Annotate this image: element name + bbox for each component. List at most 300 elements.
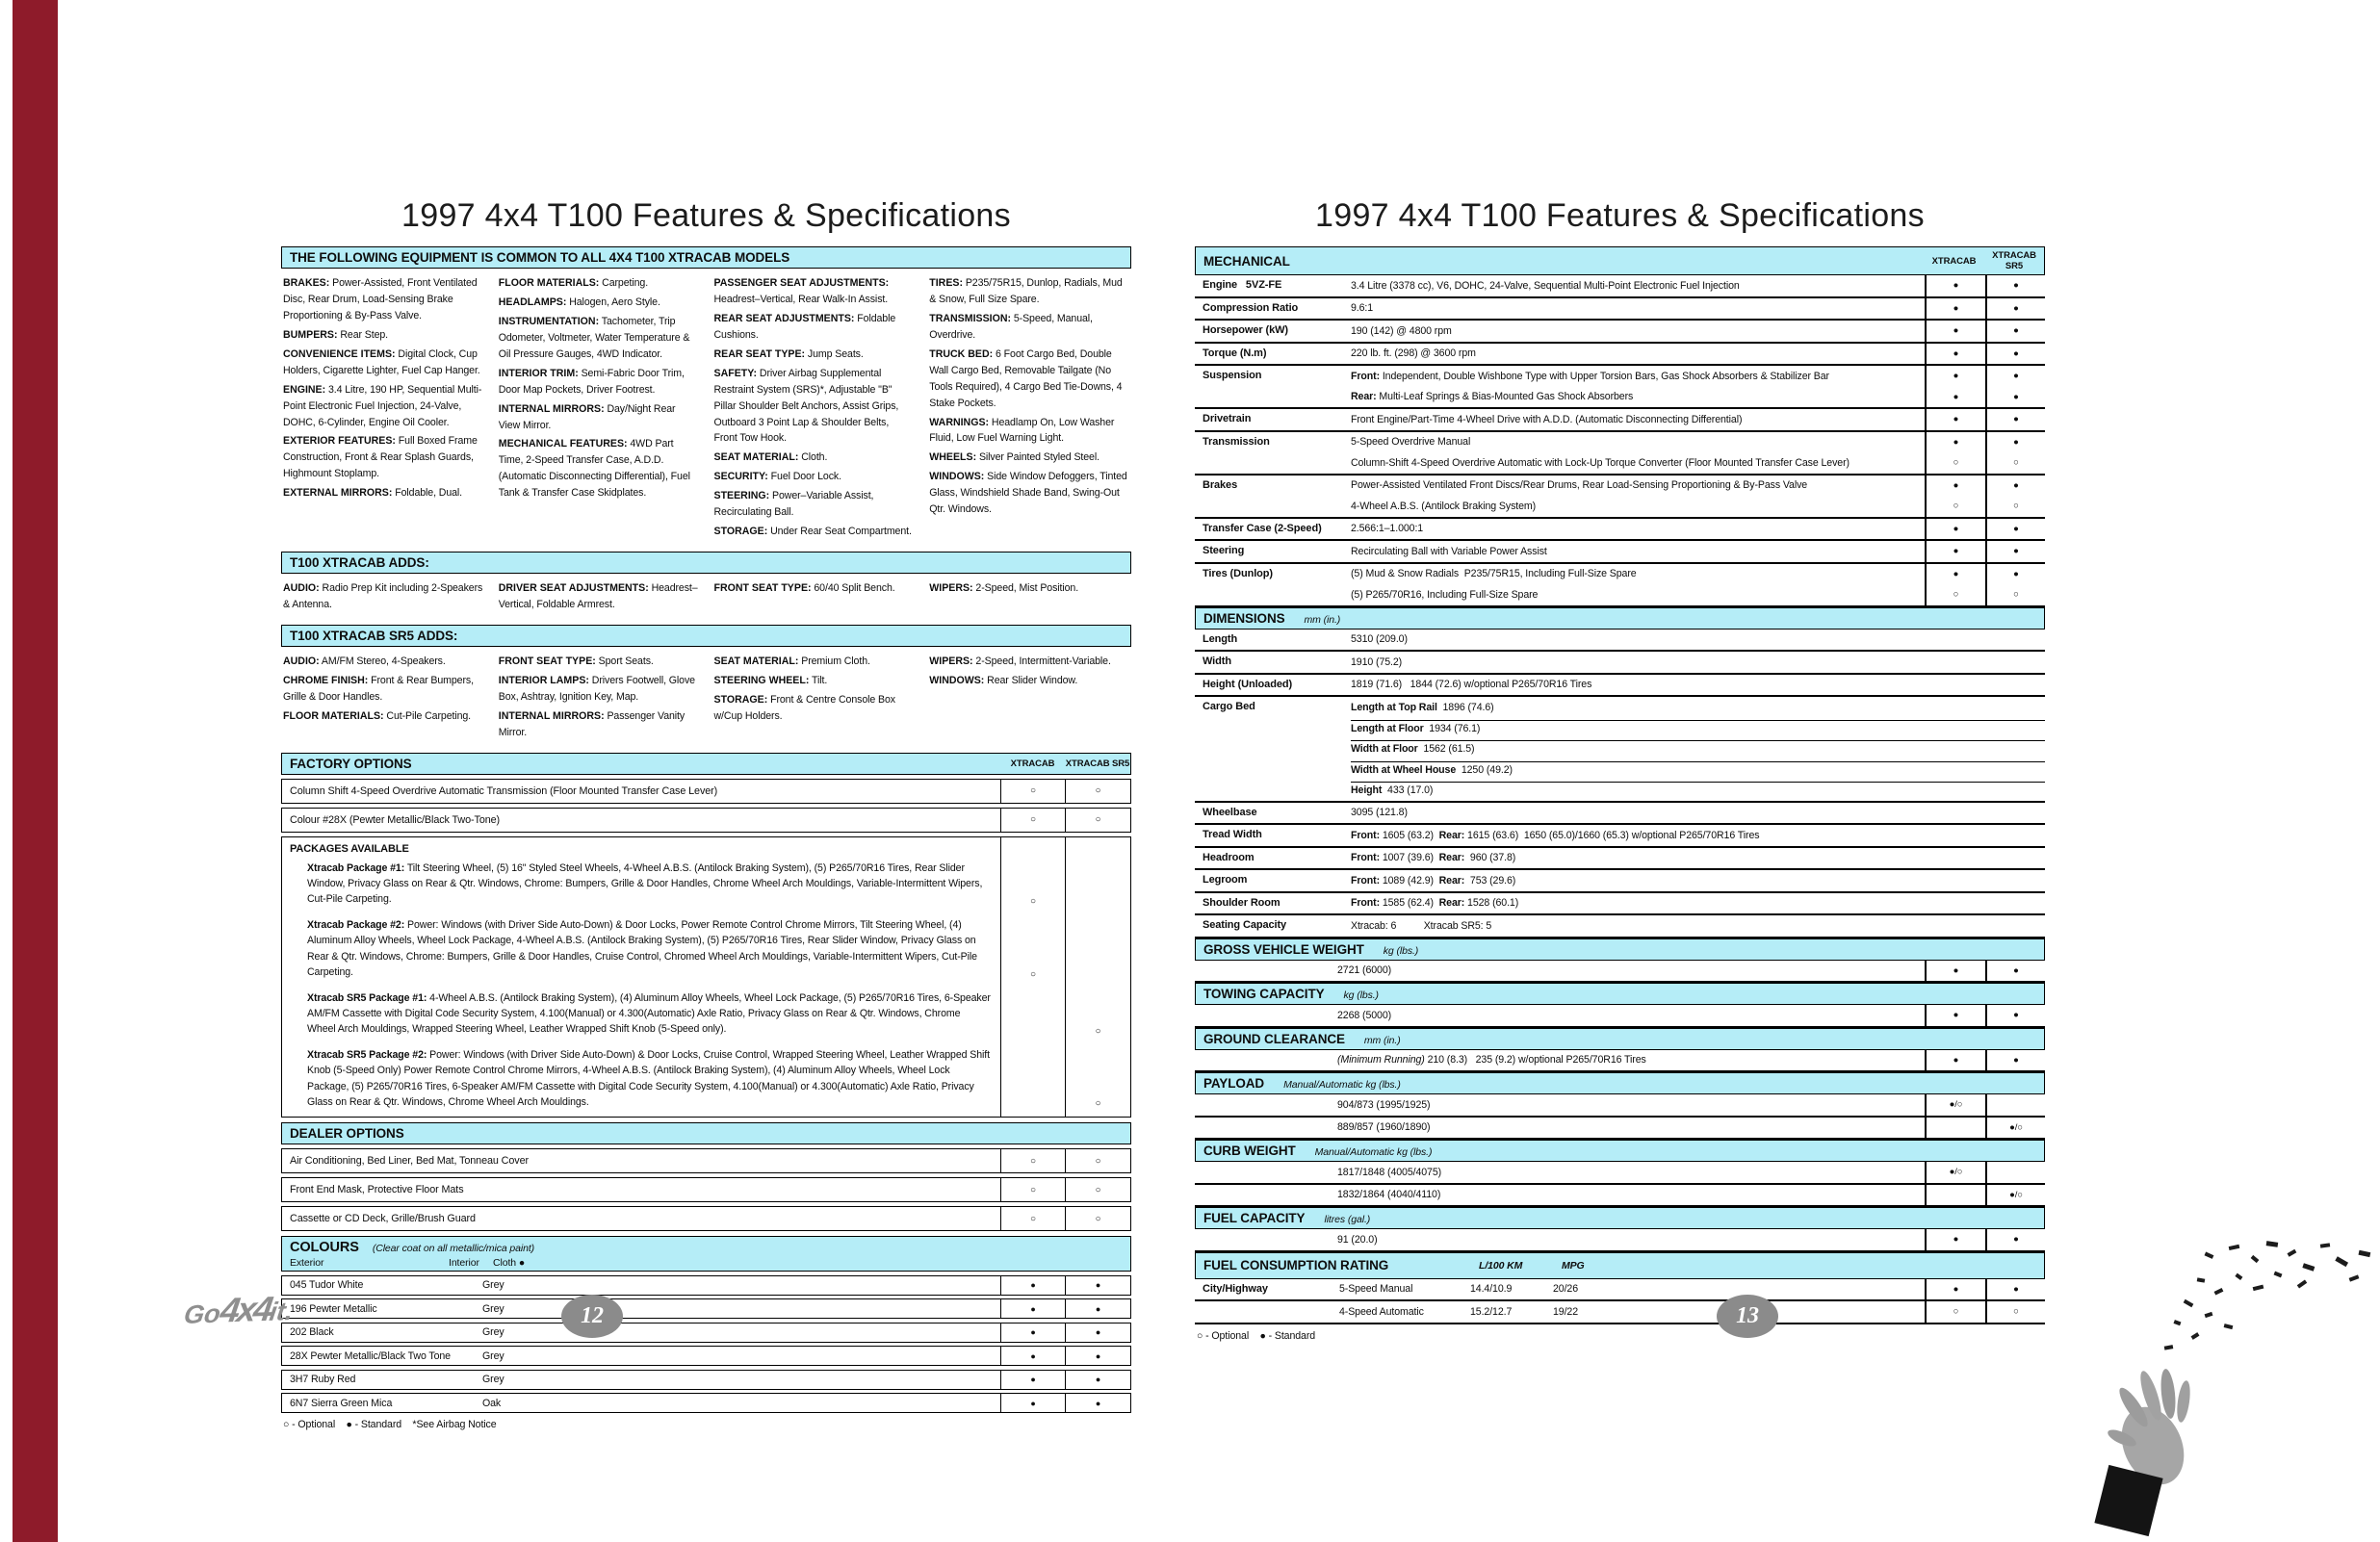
xtracab-sr5-mark: ○ [1065, 1149, 1130, 1172]
feature-column [499, 580, 699, 616]
dimension-value: 5310 (209.0) [1351, 633, 1408, 646]
fuel-consumption-header: FUEL CONSUMPTION RATING L/100 KM MPG [1195, 1252, 2045, 1279]
spec-value: 9.6:1 [1351, 302, 1374, 315]
spec-line [1351, 541, 2045, 562]
feature-item: WARNINGS: Headlamp On, Low Washer Fluid, Low Fuel Warning Light. [929, 416, 1115, 445]
spec-line [1351, 564, 2045, 585]
interior-colour: Grey [482, 1349, 504, 1362]
column-header-xtracab-sr5: XTRACAB SR5 [1992, 250, 2036, 271]
spec-label: Drivetrain [1203, 413, 1252, 424]
feature-item: STEERING WHEEL: Tilt. [713, 674, 828, 686]
option-text: Air Conditioning, Bed Liner, Bed Mat, Tonneau Cover [290, 1155, 529, 1168]
dimension-value: 1819 (71.6) 1844 (72.6) w/optional P265/70R16 Tires [1351, 679, 1592, 691]
xtracab-sr5-mark: ○ [1065, 1044, 1130, 1118]
feature-label: ENGINE: [283, 383, 326, 396]
left-page [281, 197, 1131, 1430]
fuel-row [1195, 1279, 2045, 1302]
dimension-label: Wheelbase [1203, 806, 1257, 818]
dimension-row [1195, 652, 2045, 675]
xtracab-mark: ○ [1000, 858, 1065, 914]
option-row [281, 1177, 1131, 1202]
feature-label: INSTRUMENTATION: [498, 315, 600, 327]
option-text: Front End Mask, Protective Floor Mats [290, 1184, 464, 1196]
feature-column [283, 275, 483, 543]
feature-item: EXTERNAL MIRRORS: Foldable, Dual. [283, 487, 463, 500]
feature-label: SEAT MATERIAL: [713, 655, 799, 667]
feature-item: TRANSMISSION: 5-Speed, Manual, Overdrive. [929, 312, 1093, 341]
xtracab-mark: ● [1925, 1005, 1985, 1026]
xtracab-sr5-mark: ○ [1065, 809, 1130, 832]
feature-item: EXTERIOR FEATURES: Full Boxed Frame Construction, Front & Rear Splash Guards, Highmount Stoplamp. [283, 435, 478, 480]
exterior-colour: 045 Tudor White [290, 1279, 364, 1292]
xtracab-sr5-mark: ● [1065, 1276, 1130, 1295]
feature-label: WARNINGS: [929, 416, 990, 428]
right-legend: ○ - Optional ● - Standard [1197, 1329, 1316, 1342]
feature-label: AUDIO: [283, 655, 320, 667]
feature-item: SAFETY: Driver Airbag Supplemental Restraint System (SRS)*, Adjustable "B" Pillar Shoulder Belt Anchors, Assist Grips, Outboard 3 Point Lap & Shoulder Belts, Front Tow Hook. [713, 367, 899, 445]
xtracab-sr5-mark [1065, 837, 1130, 858]
dimension-value: Front: 1007 (39.6) Rear: 960 (37.8) [1351, 852, 1516, 864]
xtracab-sr5-mark: ○ [1065, 780, 1130, 803]
binding-edge-bar [13, 0, 58, 1542]
spec-value: 190 (142) @ 4800 rpm [1351, 324, 1452, 337]
feature-item: BRAKES: Power-Assisted, Front Ventilated Disc, Rear Drum, Load-Sensing Brake Proportioning & By-Pass Valve. [283, 277, 478, 321]
l100km-unit-label: L/100 KM [1479, 1259, 1523, 1272]
xtracab-sr5-mark [1065, 858, 1130, 914]
feature-item: FLOOR MATERIALS: Carpeting. [498, 277, 649, 289]
interior-colour: Grey [482, 1374, 504, 1386]
xtracab-sr5-mark: ● [1985, 321, 2045, 342]
xtracab-mark: ○ [1925, 1301, 1985, 1323]
feature-item: CHROME FINISH: Front & Rear Bumpers, Grille & Door Handles. [283, 674, 474, 703]
spec-row [1195, 409, 2045, 432]
dimension-line [1351, 738, 2045, 759]
xtracab-sr5-mark [1065, 914, 1130, 988]
sr5-adds-header: T100 XTRACAB SR5 ADDS: [281, 625, 1131, 647]
dimension-label: Cargo Bed [1203, 701, 1255, 712]
dimension-label: Tread Width [1203, 829, 1262, 840]
spec-label: Engine 5VZ-FE [1203, 279, 1282, 291]
spec-label: Tires (Dunlop) [1203, 567, 1273, 579]
spec-line [1351, 409, 2045, 430]
xtracab-mark: ● [1925, 387, 1985, 408]
spec-line [1351, 584, 2045, 605]
dimension-row [1195, 915, 2045, 938]
feature-column [499, 275, 699, 543]
spec-row [1195, 519, 2045, 542]
xtracab-adds-columns [281, 574, 1131, 625]
spec-value: 2268 (5000) [1337, 1009, 1392, 1021]
spec-section [1195, 1072, 2045, 1140]
dimension-label: Shoulder Room [1203, 896, 1281, 909]
fuel-label: City/Highway [1203, 1283, 1268, 1296]
colours-exterior-label: Exterior [290, 1257, 324, 1270]
mpg-value: 20/26 [1553, 1283, 1579, 1296]
xtracab-mark: ● [1925, 564, 1985, 585]
feature-label: AUDIO: [283, 582, 320, 595]
xtracab-sr5-mark: ● [1985, 519, 2045, 540]
spec-value: 1832/1864 (4040/4110) [1337, 1189, 1441, 1201]
xtracab-mark: ● [1925, 541, 1985, 562]
xtracab-mark [1000, 1044, 1065, 1118]
spec-line [1351, 519, 2045, 540]
package-name: Xtracab SR5 Package #1: [307, 991, 427, 1004]
dimension-row [1195, 825, 2045, 848]
section-header: GROUND CLEARANCE mm (in.) [1195, 1028, 2045, 1050]
feature-label: WHEELS: [929, 451, 977, 464]
spec-label: Transmission [1203, 435, 1270, 448]
mechanical-header: MECHANICAL XTRACAB XTRACAB SR5 [1195, 246, 2045, 275]
column-header-xtracab: XTRACAB [1010, 758, 1055, 769]
xtracab-mark: ● [1000, 1276, 1065, 1295]
feature-item: WIPERS: 2-Speed, Mist Position. [929, 582, 1079, 595]
xtracab-sr5-mark: ● [1985, 275, 2045, 296]
xtracab-sr5-mark: ● [1065, 1347, 1130, 1365]
dimension-value: Front: 1585 (62.4) Rear: 1528 (60.1) [1351, 897, 1519, 910]
spec-label: Suspension [1203, 370, 1262, 381]
xtracab-mark: ● [1000, 1347, 1065, 1365]
spec-row [1195, 1005, 2045, 1028]
feature-column [929, 275, 1129, 543]
column-header-xtracab-sr5: XTRACAB SR5 [1065, 758, 1130, 769]
spec-row [1195, 298, 2045, 321]
page-title: 1997 4x4 T100 Features & Specifications [1315, 197, 1925, 234]
spec-value: Front Engine/Part-Time 4-Wheel Drive with A.D.D. (Automatic Disconnecting Differential) [1351, 413, 1743, 425]
xtracab-mark: ● [1925, 1229, 1985, 1250]
packages-available-box [281, 836, 1131, 1118]
interior-colour: Grey [482, 1326, 504, 1339]
feature-item: WINDOWS: Side Window Defoggers, Tinted Glass, Windshield Shade Band, Swing-Out Qtr. Windows. [929, 471, 1127, 516]
xtracab-adds-header: T100 XTRACAB ADDS: [281, 552, 1131, 574]
spec-row [1195, 344, 2045, 367]
factory-options-header: FACTORY OPTIONS XTRACAB XTRACAB SR5 [281, 753, 1131, 775]
dimension-value: 1910 (75.2) [1351, 655, 1403, 668]
spec-section [1195, 938, 2045, 984]
dimension-line [1351, 780, 2045, 801]
spec-row [1195, 475, 2045, 519]
colour-row [281, 1346, 1131, 1366]
dimension-value: Length at Top Rail 1896 (74.6) [1351, 701, 1494, 713]
xtracab-sr5-mark: ● [1065, 1394, 1130, 1412]
xtracab-sr5-mark: ● [1985, 1050, 2045, 1071]
dimension-label: Legroom [1203, 874, 1248, 886]
feature-label: BRAKES: [283, 277, 330, 289]
xtracab-mark: ●/○ [1925, 1162, 1985, 1183]
spec-value: Front: Independent, Double Wishbone Type with Upper Torsion Bars, Gas Shock Absorbers & Stabilizer Bar [1351, 370, 1829, 382]
feature-item: AUDIO: Radio Prep Kit including 2-Speakers & Antenna. [283, 582, 483, 610]
spec-line [1351, 366, 2045, 387]
section-header: PAYLOAD Manual/Automatic kg (lbs.) [1195, 1072, 2045, 1094]
colour-row [281, 1298, 1131, 1319]
feature-item: ENGINE: 3.4 Litre, 190 HP, Sequential Multi-Point Electronic Fuel Injection, 24-Valve, DOHC, 6-Cylinder, Engine Oil Cooler. [283, 383, 482, 428]
feature-label: REAR SEAT TYPE: [713, 347, 806, 360]
xtracab-sr5-mark: ● [1065, 1299, 1130, 1318]
spec-value: Recirculating Ball with Variable Power Assist [1351, 545, 1547, 557]
xtracab-mark: ● [1925, 409, 1985, 430]
feature-label: FRONT SEAT TYPE: [713, 582, 812, 595]
fuel-row [1195, 1301, 2045, 1324]
xtracab-sr5-mark: ○ [1985, 584, 2045, 605]
exterior-colour: 196 Pewter Metallic [290, 1302, 377, 1315]
dimension-value: Front: 1089 (42.9) Rear: 753 (29.6) [1351, 874, 1516, 887]
common-equipment-columns [281, 269, 1131, 552]
feature-item: SECURITY: Fuel Door Lock. [713, 471, 841, 483]
spec-line [1351, 452, 2045, 474]
package-name: Xtracab SR5 Package #2: [307, 1048, 427, 1061]
xtracab-sr5-mark: ● [1065, 1324, 1130, 1342]
l100km-value: 15.2/12.7 [1470, 1305, 1513, 1318]
xtracab-mark: ● [1000, 1299, 1065, 1318]
feature-item: BUMPERS: Rear Step. [283, 328, 389, 341]
feature-column [283, 580, 483, 616]
feature-item: TRUCK BED: 6 Foot Cargo Bed, Double Wall Cargo Bed, Removable Tailgate (No Tools Required), 4 Cargo Bed Tie-Downs, 4 Stake Pockets. [929, 347, 1123, 409]
dimension-label: Width [1203, 655, 1231, 667]
feature-label: INTERIOR LAMPS: [498, 674, 589, 686]
xtracab-sr5-mark: ● [1985, 1279, 2045, 1300]
spec-row [1195, 541, 2045, 564]
dimension-row [1195, 803, 2045, 826]
dimension-line [1351, 915, 2045, 937]
feature-item: WINDOWS: Rear Slider Window. [929, 674, 1078, 686]
dealer-options-rows [281, 1148, 1131, 1231]
spec-value: 889/857 (1960/1890) [1337, 1121, 1431, 1134]
xtracab-mark: ○ [1000, 809, 1065, 832]
spec-value: 1817/1848 (4005/4075) [1337, 1166, 1442, 1178]
xtracab-sr5-mark: ●/○ [1985, 1185, 2045, 1206]
xtracab-mark: ● [1925, 519, 1985, 540]
spec-value: 4-Wheel A.B.S. (Antilock Braking System) [1351, 500, 1537, 512]
feature-label: STORAGE: [713, 693, 768, 706]
feature-label: FLOOR MATERIALS: [283, 709, 384, 722]
feature-label: WIPERS: [929, 655, 973, 667]
spec-value: (5) Mud & Snow Radials P235/75R15, Including Full-Size Spare [1351, 568, 1637, 580]
dimension-row [1195, 675, 2045, 698]
packages-available-label: PACKAGES AVAILABLE [290, 842, 409, 855]
feature-label: INTERNAL MIRRORS: [498, 709, 605, 722]
xtracab-sr5-mark: ○ [1065, 1178, 1130, 1201]
feature-item: DRIVER SEAT ADJUSTMENTS: Headrest–Vertical, Foldable Armrest. [498, 582, 698, 610]
dimension-line [1351, 652, 2045, 673]
feature-label: STEERING: [713, 490, 770, 502]
feature-item: TIRES: P235/75R15, Dunlop, Radials, Mud & Snow, Full Size Spare. [929, 277, 1123, 305]
hand-artwork [2060, 1232, 2378, 1540]
feature-item: SEAT MATERIAL: Cloth. [713, 451, 828, 464]
xtracab-mark: ● [1925, 275, 1985, 296]
xtracab-sr5-mark: ●/○ [1985, 1118, 2045, 1139]
feature-item: WIPERS: 2-Speed, Intermittent-Variable. [929, 655, 1111, 667]
exterior-colour: 202 Black [290, 1326, 334, 1339]
dimension-row [1195, 870, 2045, 893]
xtracab-mark: ○ [1000, 914, 1065, 988]
dimension-value: Width at Wheel House 1250 (49.2) [1351, 761, 2045, 778]
dimension-line [1351, 870, 2045, 891]
feature-item: STEERING: Power–Variable Assist, Recirculating Ball. [713, 490, 874, 519]
spec-label: Compression Ratio [1203, 301, 1299, 314]
xtracab-mark: ○ [1000, 1149, 1065, 1172]
dimension-value: Height 433 (17.0) [1351, 782, 2045, 798]
spec-value: 5-Speed Overdrive Manual [1351, 436, 1471, 449]
feature-item: INSTRUMENTATION: Tachometer, Trip Odometer, Voltmeter, Water Temperature & Oil Pressure Gauges, 4WD Indicator. [498, 315, 690, 360]
interior-colour: Grey [482, 1302, 504, 1315]
spec-value: Column-Shift 4-Speed Overdrive Automatic with Lock-Up Torque Converter (Floor Mounted Transfer Case Lever) [1351, 456, 1850, 469]
xtracab-sr5-mark: ● [1985, 432, 2045, 453]
feature-item: AUDIO: AM/FM Stereo, 4-Speakers. [283, 655, 446, 667]
spec-row [1195, 366, 2045, 409]
feature-label: REAR SEAT ADJUSTMENTS: [713, 312, 855, 324]
spec-row [1195, 1118, 2045, 1141]
feature-label: TIRES: [929, 277, 963, 289]
exterior-colour: 6N7 Sierra Green Mica [290, 1397, 393, 1409]
xtracab-mark: ● [1000, 1324, 1065, 1342]
xtracab-mark: ● [1925, 298, 1985, 320]
spec-section [1195, 1028, 2045, 1073]
transmission-type: 4-Speed Automatic [1339, 1305, 1424, 1318]
xtracab-mark: ● [1925, 344, 1985, 365]
spec-section [1195, 1207, 2045, 1252]
spec-line [1351, 275, 2045, 296]
column-header-xtracab: XTRACAB [1931, 255, 1977, 267]
spec-label: Steering [1203, 545, 1245, 556]
feature-item: STORAGE: Under Rear Seat Compartment. [713, 526, 912, 538]
xtracab-sr5-mark: ● [1065, 1371, 1130, 1389]
xtracab-mark: ● [1925, 961, 1985, 982]
dimension-value: Front: 1605 (63.2) Rear: 1615 (63.6) 1650 (65.0)/1660 (65.3) w/optional P265/70R16 Tires [1351, 829, 1760, 841]
right-page [1195, 197, 2045, 1342]
feature-label: EXTERIOR FEATURES: [283, 435, 396, 448]
dimension-label: Height (Unloaded) [1203, 678, 1293, 690]
xtracab-mark: ● [1925, 321, 1985, 342]
xtracab-mark [1925, 1118, 1985, 1139]
dimension-label: Length [1203, 632, 1238, 645]
feature-item: PASSENGER SEAT ADJUSTMENTS: Headrest–Vertical, Rear Walk-In Assist. [713, 277, 890, 305]
colour-row [281, 1323, 1131, 1343]
dimension-row [1195, 893, 2045, 916]
colour-row [281, 1370, 1131, 1390]
feature-item: INTERNAL MIRRORS: Passenger Vanity Mirror. [498, 709, 686, 738]
dimension-value: Length at Floor 1934 (76.1) [1351, 720, 2045, 736]
xtracab-sr5-mark [1985, 1094, 2045, 1116]
xtracab-sr5-mark: ○ [1985, 1301, 2045, 1323]
xtracab-mark: ● [1925, 1279, 1985, 1300]
xtracab-sr5-mark: ● [1985, 541, 2045, 562]
xtracab-sr5-mark: ● [1985, 344, 2045, 365]
feature-label: PASSENGER SEAT ADJUSTMENTS: [713, 277, 890, 289]
package-name: Xtracab Package #2: [307, 918, 405, 931]
weight-sections [1195, 938, 2045, 1252]
option-row [281, 1206, 1131, 1231]
xtracab-mark: ● [1000, 1371, 1065, 1389]
xtracab-mark: ● [1925, 432, 1985, 453]
dimension-line [1351, 697, 2045, 718]
xtracab-sr5-mark: ○ [1065, 988, 1130, 1044]
feature-label: BUMPERS: [283, 328, 338, 341]
dimension-value: Width at Floor 1562 (61.5) [1351, 740, 2045, 757]
dimension-value: Xtracab: 6 Xtracab SR5: 5 [1351, 919, 1492, 932]
feature-item: MECHANICAL FEATURES: 4WD Part Time, 2-Speed Transfer Case, A.D.D. (Automatic Disconnecting Differential), Fuel Tank & Transfer Case Skidplates. [498, 438, 690, 500]
spec-value: 904/873 (1995/1925) [1337, 1098, 1431, 1111]
page-number-13: 13 [1717, 1295, 1778, 1338]
dimension-label: Seating Capacity [1203, 919, 1287, 931]
xtracab-mark: ○ [1000, 1207, 1065, 1230]
l100km-value: 14.4/10.9 [1470, 1283, 1513, 1296]
feature-label: STEERING WHEEL: [713, 674, 810, 686]
spec-value: (5) P265/70R16, Including Full-Size Spare [1351, 588, 1539, 601]
colours-cloth-label: Cloth ● [493, 1257, 526, 1270]
option-row [281, 808, 1131, 833]
colour-rows [281, 1275, 1131, 1414]
spec-value: Rear: Multi-Leaf Springs & Bias-Mounted Gas Shock Absorbers [1351, 391, 1634, 403]
dimension-line [1351, 825, 2045, 846]
xtracab-sr5-mark [1985, 1162, 2045, 1183]
feature-label: DRIVER SEAT ADJUSTMENTS: [498, 582, 649, 595]
feature-label: WIPERS: [929, 582, 973, 595]
feature-column [283, 654, 483, 744]
dimension-line [1351, 718, 2045, 739]
spec-value: 220 lb. ft. (298) @ 3600 rpm [1351, 347, 1476, 360]
xtracab-mark: ○ [1000, 1178, 1065, 1201]
option-text: Colour #28X (Pewter Metallic/Black Two-Tone) [290, 813, 501, 826]
xtracab-mark [1925, 1185, 1985, 1206]
spec-label: Torque (N.m) [1203, 347, 1267, 359]
sr5-adds-columns [281, 647, 1131, 753]
spec-value: Power-Assisted Ventilated Front Discs/Rear Drums, Rear Load-Sensing Proportioning & By-Pass Valve [1351, 479, 1808, 492]
feature-column [929, 654, 1129, 744]
xtracab-sr5-mark: ● [1985, 1229, 2045, 1250]
colours-interior-label: Interior [449, 1257, 479, 1270]
feature-item: STORAGE: Front & Centre Console Box w/Cup Holders. [713, 693, 895, 722]
feature-item: FRONT SEAT TYPE: Sport Seats. [498, 655, 654, 667]
mechanical-rows [1195, 275, 2045, 607]
colours-header: COLOURS (Clear coat on all metallic/mica paint) Exterior Interior Cloth ● [281, 1236, 1131, 1272]
left-legend: ○ - Optional ● - Standard *See Airbag Notice [283, 1419, 497, 1431]
xtracab-sr5-mark: ● [1985, 961, 2045, 982]
spec-line [1351, 344, 2045, 365]
spec-label: Transfer Case (2-Speed) [1203, 522, 1322, 534]
feature-column [714, 580, 915, 616]
dimensions-header: DIMENSIONS mm (in.) [1195, 607, 2045, 630]
common-equipment-header: THE FOLLOWING EQUIPMENT IS COMMON TO ALL 4X4 T100 XTRACAB MODELS [281, 246, 1131, 269]
interior-colour: Grey [482, 1279, 504, 1292]
feature-label: INTERNAL MIRRORS: [498, 402, 605, 415]
xtracab-sr5-mark: ● [1985, 1005, 2045, 1026]
feature-item: FLOOR MATERIALS: Cut-Pile Carpeting. [283, 709, 472, 722]
section-header: CURB WEIGHT Manual/Automatic kg (lbs.) [1195, 1140, 2045, 1162]
feature-label: CHROME FINISH: [283, 674, 369, 686]
spec-label: Brakes [1203, 478, 1238, 491]
feature-item: CONVENIENCE ITEMS: Digital Clock, Cup Holders, Cigarette Lighter, Fuel Cap Hanger. [283, 347, 480, 376]
xtracab-mark [1000, 988, 1065, 1044]
spec-value: 91 (20.0) [1337, 1233, 1378, 1246]
feature-column [499, 654, 699, 744]
spec-row [1195, 1229, 2045, 1252]
feature-label: WINDOWS: [929, 471, 985, 483]
section-header: FUEL CAPACITY litres (gal.) [1195, 1207, 2045, 1229]
xtracab-sr5-mark: ● [1985, 298, 2045, 320]
factory-options-rows [281, 779, 1131, 833]
spec-line [1351, 387, 2045, 408]
option-text: Cassette or CD Deck, Grille/Brush Guard [290, 1213, 476, 1225]
xtracab-mark: ○ [1000, 780, 1065, 803]
xtracab-mark: ● [1925, 1050, 1985, 1071]
dimension-line [1351, 675, 2045, 696]
dimension-line [1351, 630, 2045, 651]
feature-item: SEAT MATERIAL: Premium Cloth. [713, 655, 870, 667]
option-row [281, 779, 1131, 804]
feature-label: FLOOR MATERIALS: [498, 277, 600, 289]
spec-row [1195, 321, 2045, 344]
xtracab-sr5-mark: ○ [1985, 496, 2045, 517]
feature-item: REAR SEAT ADJUSTMENTS: Foldable Cushions. [713, 312, 896, 341]
